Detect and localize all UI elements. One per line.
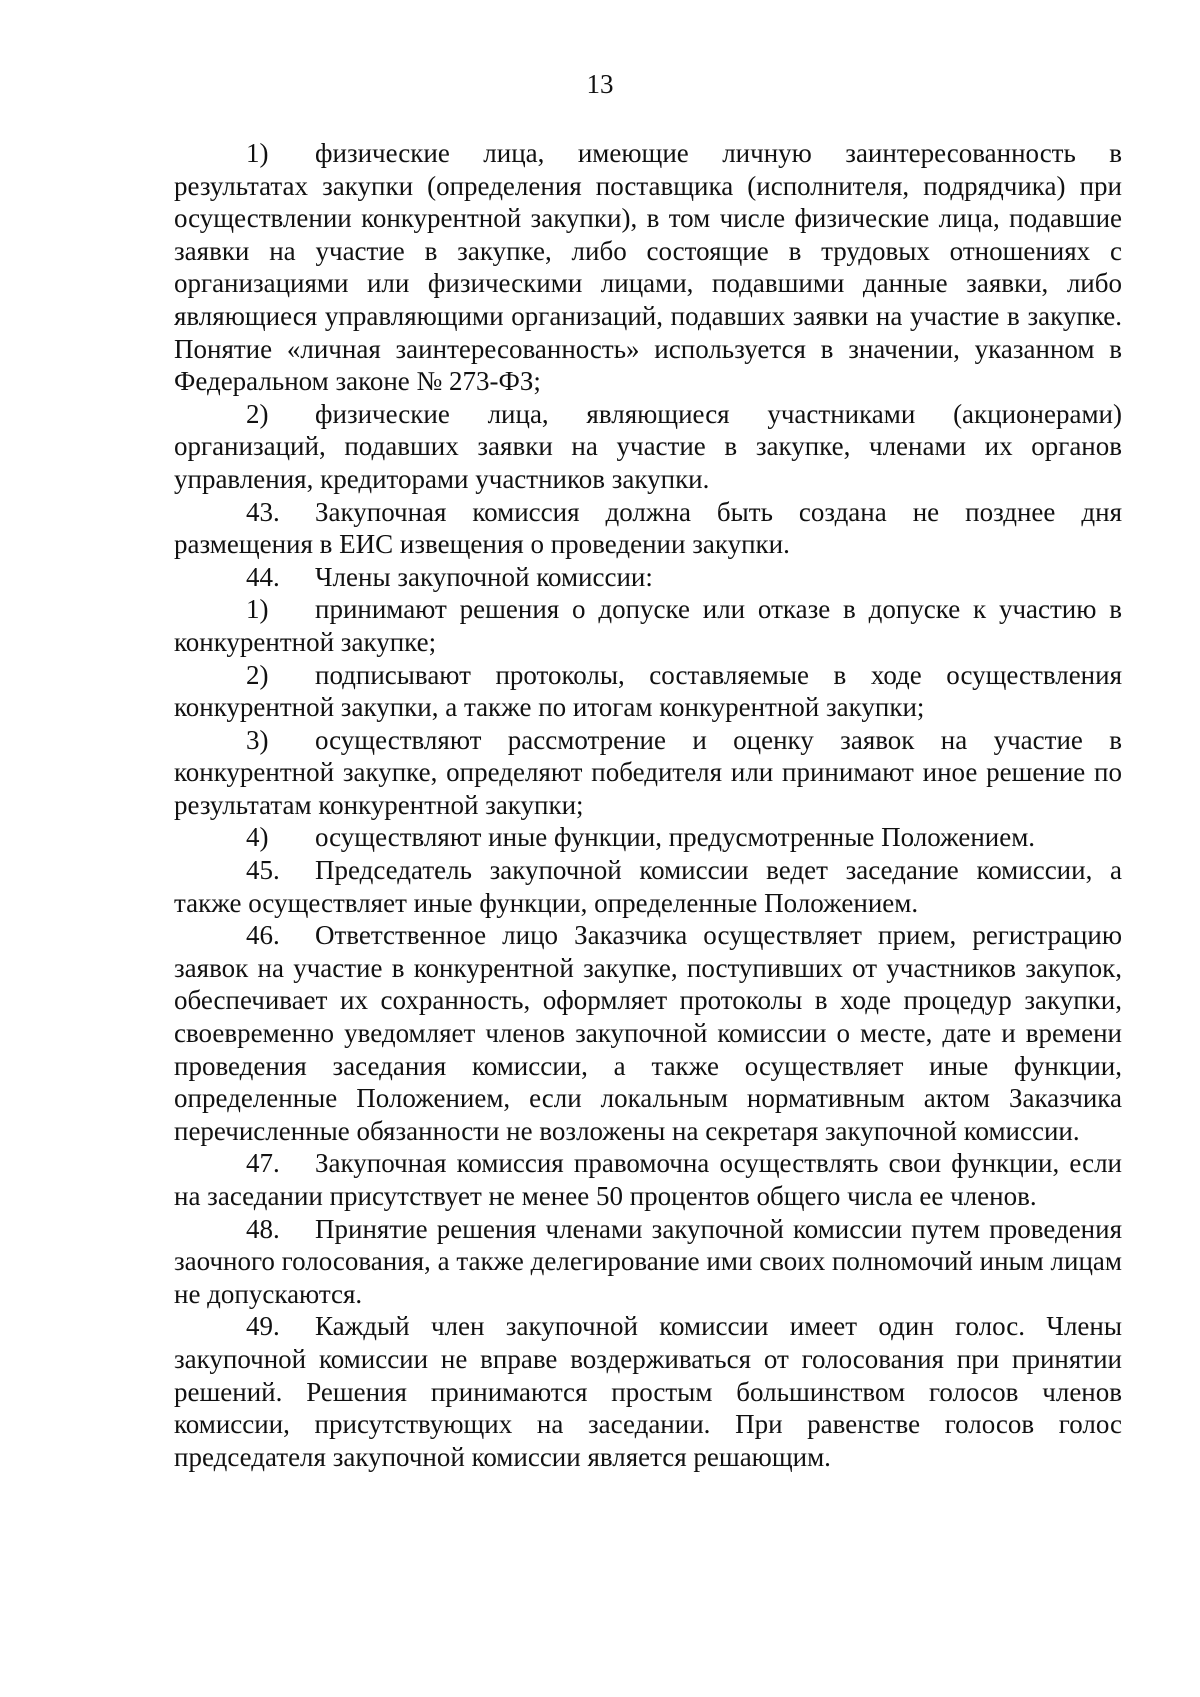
item-number: 2) xyxy=(246,659,269,690)
item-text: подписывают протоколы, составляемые в ходе осуществления конкурентной закупки, а также по итогам конкурентной закупки; xyxy=(174,659,1122,723)
item-number: 45. xyxy=(246,855,280,886)
page-number: 13 xyxy=(586,69,614,99)
list-item xyxy=(174,398,1122,496)
list-item xyxy=(174,821,1122,854)
item-number: 4) xyxy=(246,822,269,853)
item-text: принимают решения о допуске или отказе в допуске к участию в конкурентной закупке; xyxy=(174,594,1122,657)
list-item xyxy=(174,496,1122,561)
list-item xyxy=(174,919,1122,1147)
list-item xyxy=(174,724,1122,822)
item-number: 3) xyxy=(246,724,269,755)
item-number: 43. xyxy=(246,496,280,527)
list-item xyxy=(174,854,1122,919)
item-number: 2) xyxy=(246,398,269,429)
item-text: Принятие решения членами закупочной комиссии путем проведения заочного голосования, а также делегирование ими своих полномочий иным лицам не допускаются. xyxy=(174,1213,1122,1309)
item-text: Члены закупочной комиссии: xyxy=(315,561,653,592)
item-text: Закупочная комиссия должна быть создана не позднее дня размещения в ЕИС извещения о проведении закупки. xyxy=(174,496,1122,560)
item-number: 48. xyxy=(246,1213,280,1244)
item-text: физические лица, являющиеся участниками (акционерами) организаций, подавших заявки на участие в закупке, членами их органов управления, кредиторами участников закупки. xyxy=(174,398,1122,494)
item-number: 1) xyxy=(246,594,269,625)
item-number: 44. xyxy=(246,561,280,592)
list-item xyxy=(174,1147,1122,1212)
list-item xyxy=(174,561,1122,594)
item-number: 46. xyxy=(246,920,280,951)
item-text: физические лица, имеющие личную заинтересованность в результатах закупки (определения поставщика (исполнителя, подрядчика) при осуществлении конкурентной закупки), в том числе физические лица, подавшие заявки на участие в закупке, либо состоящие в трудовых отношениях с организациями или физическими лицами, подавшими данные заявки, либо являющиеся управляющими организаций, подавших заявки на участие в закупке. Понятие «личная заинтересованность» используется в значении, указанном в Федеральном законе № 273-ФЗ; xyxy=(174,138,1122,397)
list-item xyxy=(174,1310,1122,1473)
item-text: осуществляют иные функции, предусмотренные Положением. xyxy=(315,822,1036,853)
item-number: 49. xyxy=(246,1311,280,1342)
item-number: 47. xyxy=(246,1148,280,1179)
list-item xyxy=(174,593,1122,658)
document-body xyxy=(174,137,1122,1473)
item-text: Закупочная комиссия правомочна осуществлять свои функции, если на заседании присутствует не менее 50 процентов общего числа ее членов. xyxy=(174,1148,1122,1211)
item-text: Каждый член закупочной комиссии имеет один голос. Члены закупочной комиссии не вправе воздерживаться от голосования при принятии решений. Решения принимаются простым большинством голосов членов комиссии, присутствующих на заседании. При равенстве голосов голос председателя закупочной комиссии является решающим. xyxy=(174,1311,1122,1472)
list-item xyxy=(174,659,1122,724)
list-item xyxy=(174,137,1122,398)
item-text: осуществляют рассмотрение и оценку заявок на участие в конкурентной закупке, определяют победителя или принимают иное решение по результатам конкурентной закупки; xyxy=(174,724,1122,820)
item-number: 1) xyxy=(246,138,269,168)
item-text: Председатель закупочной комиссии ведет заседание комиссии, а также осуществляет иные функции, определенные Положением. xyxy=(174,855,1122,918)
list-item xyxy=(174,1213,1122,1311)
item-text: Ответственное лицо Заказчика осуществляет прием, регистрацию заявок на участие в конкурентной закупке, поступивших от участников закупок, обеспечивает их сохранность, оформляет протоколы в ходе процедур закупки, своевременно уведомляет членов закупочной комиссии о месте, дате и времени проведения заседания комиссии, а также осуществляет иные функции, определенные Положением, если локальным нормативным актом Заказчика перечисленные обязанности не возложены на секретаря закупочной комиссии. xyxy=(174,920,1122,1146)
